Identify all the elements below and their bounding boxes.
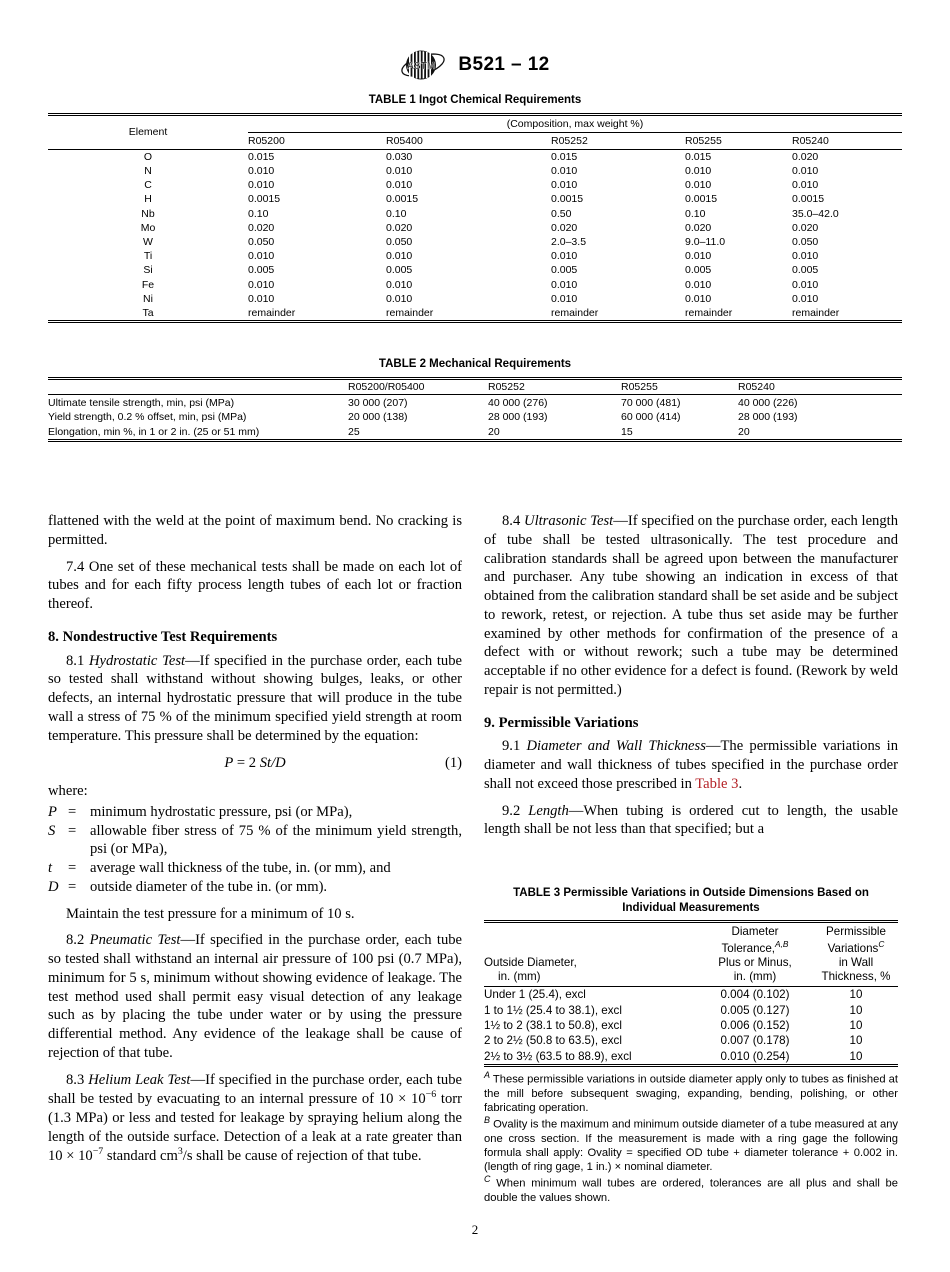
table-1-grade-header-2: R05252 xyxy=(551,134,588,147)
table-1-cell: remainder xyxy=(551,306,599,319)
table-3-wall-cell: 10 xyxy=(849,1003,863,1017)
table-3-header-var-line-2: Variations xyxy=(827,941,879,955)
table-3-wall-cell: 10 xyxy=(849,988,863,1002)
table-row xyxy=(48,249,902,263)
table-2-title: TABLE 2 Mechanical Requirements xyxy=(378,358,572,370)
paragraph-9-2 xyxy=(484,802,898,840)
table-row xyxy=(48,164,902,178)
definition-text: minimum hydrostatic pressure, psi (or MPa), xyxy=(90,803,353,820)
paragraph-8-2-number: 8.2 xyxy=(66,932,90,949)
footnote-b xyxy=(484,1115,898,1174)
table-1-cell: 35.0–42.0 xyxy=(792,207,839,220)
table-row xyxy=(484,1002,898,1017)
table-3-header-outside-diameter xyxy=(484,922,696,987)
table-1-element: Mo xyxy=(140,221,156,234)
table-1-element: Ni xyxy=(143,292,153,305)
table-2-cell: 30 000 (207) xyxy=(348,396,408,409)
table-1-element: H xyxy=(144,193,152,206)
paragraph-8-3-title: Helium Leak Test xyxy=(88,1071,191,1088)
table-3-header-tol-footnote-marks: A,B xyxy=(775,938,789,949)
table-2-col-header-1: R05252 xyxy=(488,381,525,394)
table-1-grade-header-4: R05240 xyxy=(792,134,829,147)
table-1-cell: 0.020 xyxy=(685,221,712,234)
paragraph-9-1-body-2: . xyxy=(738,775,743,792)
table-1-title: TABLE 1 Ingot Chemical Requirements xyxy=(368,94,582,106)
footnote-b-text: Ovality is the maximum and minimum outside diameter of a tube measured at any one cross section. If the measurement is made with a ring gage the following formula shall apply: Ovality = specified OD tube + diameter tolerance + 0.002 in. (length of ring gage, 1 in.) × nominal diameter. xyxy=(484,1118,899,1174)
table-1-cell: 0.005 xyxy=(386,264,413,277)
definition-row xyxy=(48,803,462,822)
table-1-cell: 0.10 xyxy=(386,207,407,220)
astm-logo-icon xyxy=(400,48,446,82)
table-row xyxy=(484,1049,898,1066)
table-row xyxy=(48,292,902,306)
table-1-cell: 2.0–3.5 xyxy=(551,235,587,248)
definition-row xyxy=(48,878,462,897)
table-2-cell: 15 xyxy=(621,425,633,438)
table-1-element-header: Element xyxy=(128,126,168,139)
table-3-od-cell: 2½ to 3½ (63.5 to 88.9), excl xyxy=(484,1049,632,1063)
table-2-container xyxy=(48,357,902,442)
paragraph-8-1-title: Hydrostatic Test xyxy=(88,652,186,669)
table-3-header-row xyxy=(484,922,898,987)
table-2-row-label: Yield strength, 0.2 % offset, min, psi (MPa) xyxy=(48,411,247,424)
body-column-left xyxy=(48,512,462,1166)
footnote-c-mark: C xyxy=(484,1174,491,1185)
page-number: 2 xyxy=(471,1222,479,1237)
table-1-header-row-1 xyxy=(48,114,902,132)
table-3-wall-cell: 10 xyxy=(849,1018,863,1032)
definition-text: allowable fiber stress of 75 % of the minimum yield strength, psi (or MPa), xyxy=(90,822,462,858)
equation-1-expression: P = 2 St/D xyxy=(224,755,286,772)
definition-symbol: P xyxy=(48,803,57,820)
table-3 xyxy=(484,920,898,1066)
table-2-row-label: Ultimate tensile strength, min, psi (MPa) xyxy=(48,396,235,409)
table-1-element: Ti xyxy=(143,250,153,263)
table-2-header-row xyxy=(48,378,902,395)
where-label: where: xyxy=(48,783,88,799)
table-row xyxy=(48,149,902,164)
table-2-col-header-3: R05240 xyxy=(738,381,775,394)
paragraph-continuation: flattened with the weld at the point of maximum bend. No cracking is permitted. xyxy=(48,513,462,548)
table-1-cell: 0.010 xyxy=(248,250,275,263)
section-heading-9: 9. Permissible Variations xyxy=(484,714,639,731)
table-row xyxy=(48,178,902,192)
table-row xyxy=(48,395,902,410)
footnote-b-mark: B xyxy=(484,1114,490,1125)
svg-text:ASTM: ASTM xyxy=(407,61,436,72)
table-3-header-od-line-1: Outside Diameter, xyxy=(484,955,577,969)
table-1-cell: 0.010 xyxy=(386,278,413,291)
table-1-cell: 0.010 xyxy=(792,179,819,192)
definition-equals: = xyxy=(68,860,77,876)
paragraph-8-2-title: Pneumatic Test xyxy=(89,932,181,949)
footnote-a-text: These permissible variations in outside diameter apply only to tubes as finished at the mill before subsequent swaging, expanding, bending, polishing, or other fabricating operation. xyxy=(484,1073,898,1114)
table-3-title xyxy=(484,886,898,915)
table-3-tolerance-cell: 0.006 (0.152) xyxy=(720,1018,790,1032)
table-row xyxy=(484,1018,898,1033)
paragraph-8-1-number: 8.1 xyxy=(66,652,89,669)
table-row xyxy=(48,263,902,277)
table-3-od-cell: 1 to 1½ (25.4 to 38.1), excl xyxy=(484,1003,622,1017)
table-1-cell: 0.020 xyxy=(792,150,819,163)
table-row xyxy=(48,425,902,441)
table-1-cell: remainder xyxy=(685,306,733,319)
definition-symbol: D xyxy=(48,878,59,895)
table-1-element: Fe xyxy=(141,278,155,291)
table-1-cell: 0.020 xyxy=(248,221,275,234)
exponent-minus-six: −6 xyxy=(425,1089,437,1101)
table-1-cell: remainder xyxy=(386,306,434,319)
table-1-cell: 0.0015 xyxy=(248,193,281,206)
table-1-cell: 0.050 xyxy=(248,235,275,248)
table-3-wall-cell: 10 xyxy=(849,1034,863,1048)
table-1-cell: 0.010 xyxy=(792,165,819,177)
definition-symbol: S xyxy=(48,822,56,839)
table-3-header-od-line-2: in. (mm) xyxy=(498,969,541,983)
paragraph-8-3 xyxy=(48,1071,462,1166)
table-1-cell: 0.0015 xyxy=(386,193,419,206)
table-2-col-header-0: R05200/R05400 xyxy=(348,381,425,394)
table-1-cell: 0.010 xyxy=(386,250,413,263)
definition-equals: = xyxy=(68,803,77,820)
table-1-cell: 0.020 xyxy=(551,221,578,234)
table-3-od-cell: Under 1 (25.4), excl xyxy=(484,988,586,1002)
footnote-c xyxy=(484,1174,898,1205)
table-1-cell: 9.0–11.0 xyxy=(685,235,726,248)
table-1-grade-header-3: R05255 xyxy=(685,134,722,147)
table-1-cell: 0.010 xyxy=(551,179,578,192)
table-1-cell: 0.005 xyxy=(685,264,712,277)
paragraph-9-1-body-1: —The permissible variations in diameter and wall thickness of tubes specified in the purchase order shall not exceed those prescribed in xyxy=(484,738,899,792)
table-1-cell: 0.015 xyxy=(551,150,578,163)
table-1-cell: 0.020 xyxy=(386,221,413,234)
table-3-header-permissible-variations xyxy=(814,922,898,987)
table-1-cell: 0.50 xyxy=(551,207,572,220)
table-1-cell: 0.010 xyxy=(792,250,819,263)
paragraph-8-4 xyxy=(484,512,898,700)
table-3-header-tol-line-3: Plus or Minus, xyxy=(718,955,792,969)
table-2-cell: 20 xyxy=(488,425,500,438)
table-1-cell: 0.005 xyxy=(248,264,275,277)
footnote-a xyxy=(484,1070,898,1115)
table-1-cell: 0.050 xyxy=(386,235,413,248)
table-3-cross-reference-link[interactable]: Table 3 xyxy=(695,775,739,792)
paragraph-9-2-body: —When tubing is ordered cut to length, the usable length shall be not less than that specified; but a xyxy=(484,802,899,838)
table-row xyxy=(48,277,902,291)
table-1-cell: 0.0015 xyxy=(792,193,825,206)
table-1-element: O xyxy=(143,150,153,163)
table-1-container xyxy=(48,93,902,323)
paragraph-8-1-body: —If specified in the purchase order, each tube so tested shall withstand without showing bulges, leaks, or other defects, an internal hydrostatic pressure that will produce in the tube wall a stress of 75 % of the minimum specified yield strength at room temperature. This pressure shall be determined by the equation: xyxy=(48,652,462,744)
table-2 xyxy=(48,377,902,442)
table-1-cell: 0.0015 xyxy=(685,193,718,206)
table-1-element: N xyxy=(144,165,152,177)
table-1-cell: 0.010 xyxy=(248,179,275,192)
table-3-header-var-line-4: Thickness, % xyxy=(821,969,891,983)
paragraph-8-3-body-1: —If specified in the purchase order, each tube shall be tested by evacuating to an internal pressure of 10 × 10 xyxy=(48,1071,463,1108)
table-2-col-header-2: R05255 xyxy=(621,381,658,394)
definition-equals: = xyxy=(68,822,77,839)
table-2-row-label: Elongation, min %, in 1 or 2 in. (25 or 51 mm) xyxy=(48,425,260,438)
table-1 xyxy=(48,113,902,323)
paragraph-7-4: 7.4 One set of these mechanical tests shall be made on each lot of tubes and for each fifty process length tubes of each lot or fraction thereof. xyxy=(48,558,462,612)
table-3-od-cell: 2 to 2½ (50.8 to 63.5), excl xyxy=(484,1034,622,1048)
table-row xyxy=(48,221,902,235)
definition-text: outside diameter of the tube in. (or mm). xyxy=(90,878,328,895)
definition-symbol: t xyxy=(48,860,53,876)
table-1-cell: 0.030 xyxy=(386,150,413,163)
table-3-wall-cell: 10 xyxy=(849,1049,863,1063)
table-1-cell: 0.010 xyxy=(386,292,413,305)
definition-text: average wall thickness of the tube, in. (or mm), and xyxy=(90,860,391,876)
section-heading-8: 8. Nondestructive Test Requirements xyxy=(48,628,278,645)
table-1-cell: 0.10 xyxy=(685,207,706,220)
paragraph-8-3-body-4: /s shall be cause of rejection of that tube. xyxy=(182,1148,422,1165)
table-1-element: C xyxy=(144,179,152,192)
table-1-grade-header-0: R05200 xyxy=(248,134,285,147)
table-1-cell: 0.010 xyxy=(551,250,578,263)
paragraph-8-1 xyxy=(48,652,462,746)
definition-equals: = xyxy=(68,878,77,895)
table-row xyxy=(48,235,902,249)
exponent-minus-seven: −7 xyxy=(92,1146,104,1158)
table-1-cell: 0.010 xyxy=(386,179,413,192)
table-2-cell: 28 000 (193) xyxy=(738,411,798,424)
exponent-three: 3 xyxy=(177,1146,183,1158)
equation-1 xyxy=(48,754,462,773)
table-3-header-tol-line-4: in. (mm) xyxy=(733,969,777,983)
table-1-element: Si xyxy=(143,264,153,277)
table-3-tolerance-cell: 0.004 (0.102) xyxy=(720,988,790,1002)
table-row xyxy=(48,410,902,425)
table-1-cell: 0.010 xyxy=(551,165,578,177)
table-1-cell: 0.010 xyxy=(685,179,712,192)
table-1-cell: 0.005 xyxy=(792,264,819,277)
table-1-cell: 0.010 xyxy=(551,278,578,291)
footnote-c-text: When minimum wall tubes are ordered, tolerances are all plus and shall be double the values shown. xyxy=(484,1177,899,1204)
table-3-tolerance-cell: 0.005 (0.127) xyxy=(720,1003,790,1017)
table-3-header-var-line-1: Permissible xyxy=(826,924,886,938)
paragraph-8-4-title: Ultrasonic Test xyxy=(524,513,614,529)
table-1-cell: 0.010 xyxy=(792,278,819,291)
document-designation: B521 – 12 xyxy=(458,54,550,75)
table-1-cell: 0.010 xyxy=(248,278,275,291)
table-3-container xyxy=(484,886,898,1205)
table-3-tolerance-cell: 0.010 (0.254) xyxy=(720,1049,790,1063)
table-2-cell: 20 000 (138) xyxy=(348,411,408,424)
table-2-cell: 70 000 (481) xyxy=(621,396,681,409)
table-2-cell: 25 xyxy=(348,425,360,438)
table-row xyxy=(48,306,902,322)
paragraph-8-4-number: 8.4 xyxy=(502,513,525,529)
paragraph-9-1-number: 9.1 xyxy=(502,738,527,755)
table-3-title-line-2: Individual Measurements xyxy=(622,901,760,914)
table-row xyxy=(484,1033,898,1048)
table-1-element: Nb xyxy=(141,207,155,220)
definition-row xyxy=(48,822,462,860)
definition-row xyxy=(48,859,462,878)
table-3-footnotes xyxy=(484,1070,898,1205)
table-2-cell: 28 000 (193) xyxy=(488,411,548,424)
table-3-header-tol-line-2: Tolerance, xyxy=(721,941,776,955)
table-1-cell: 0.005 xyxy=(551,264,578,277)
paragraph-9-2-number: 9.2 xyxy=(502,802,529,819)
table-1-cell: 0.010 xyxy=(685,278,712,291)
table-3-header-diameter-tolerance xyxy=(696,922,814,987)
table-1-cell: 0.010 xyxy=(685,292,712,305)
paragraph-9-1-title: Diameter and Wall Thickness xyxy=(526,738,706,755)
table-1-element: Ta xyxy=(142,306,154,319)
table-2-cell: 20 xyxy=(738,425,750,438)
body-column-right xyxy=(484,512,898,839)
table-1-cell: remainder xyxy=(792,306,840,319)
table-1-element: W xyxy=(143,235,153,248)
table-3-header-var-footnote-mark: C xyxy=(878,938,885,949)
equation-1-number: (1) xyxy=(444,755,462,772)
footnote-a-mark: A xyxy=(484,1069,490,1080)
table-row xyxy=(48,206,902,220)
paragraph-8-3-body-2: torr (1.3 MPa) or less and tested for leakage by spraying helium along the length of the outside surface. Detection of a leak at a rate greater than 10 × 10 xyxy=(48,1091,462,1165)
table-3-header-tol-line-1: Diameter xyxy=(731,924,779,938)
table-1-cell: 0.020 xyxy=(792,221,819,234)
table-3-header-var-line-3: in Wall xyxy=(838,955,874,969)
paragraph-maintain: Maintain the test pressure for a minimum of 10 s. xyxy=(66,905,355,922)
table-1-grade-header-1: R05400 xyxy=(386,134,423,147)
table-1-composition-header: (Composition, max weight %) xyxy=(248,114,902,132)
table-1-cell: 0.015 xyxy=(248,150,275,163)
table-row xyxy=(484,987,898,1003)
paragraph-9-1 xyxy=(484,737,898,793)
paragraph-8-4-body: —If specified on the purchase order, each length of tube shall be tested ultrasonically. The test procedure and calibration standards shall be agreed upon between the manufacturer and purchaser. Any tube showing an indication in excess of that obtained from the calibration standard shall be set aside and be subject to rework, retest, or rejection. A tube thus set aside may be further examined by other methods for confirmation of the presence of a defect with or without rework; such a tube may be determined acceptable if no other evidence for a defect is found. (Rework by weld repair is not permitted.) xyxy=(484,513,899,698)
table-1-cell: 0.050 xyxy=(792,235,819,248)
document-header xyxy=(0,48,950,82)
table-row xyxy=(48,192,902,206)
table-3-tolerance-cell: 0.007 (0.178) xyxy=(720,1034,790,1048)
table-1-cell: 0.010 xyxy=(792,292,819,305)
table-1-cell: 0.010 xyxy=(386,165,413,177)
table-1-cell: 0.010 xyxy=(685,165,712,177)
table-2-cell: 40 000 (226) xyxy=(738,396,798,409)
table-1-cell: 0.010 xyxy=(685,250,712,263)
table-1-cell: remainder xyxy=(248,306,296,319)
symbol-definition-list xyxy=(48,803,462,897)
table-1-cell: 0.010 xyxy=(551,292,578,305)
table-1-cell: 0.010 xyxy=(248,292,275,305)
table-1-cell: 0.10 xyxy=(248,207,269,220)
table-2-blank-header xyxy=(48,378,348,395)
table-3-od-cell: 1½ to 2 (38.1 to 50.8), excl xyxy=(484,1018,622,1032)
table-1-cell: 0.0015 xyxy=(551,193,584,206)
table-3-title-line-1: TABLE 3 Permissible Variations in Outside Dimensions Based on xyxy=(513,887,869,899)
paragraph-8-2 xyxy=(48,931,462,1062)
table-2-cell: 40 000 (276) xyxy=(488,396,548,409)
table-1-cell: 0.015 xyxy=(685,150,712,163)
table-2-cell: 60 000 (414) xyxy=(621,411,681,424)
paragraph-9-2-title: Length xyxy=(528,802,569,819)
table-1-cell: 0.010 xyxy=(248,165,275,177)
paragraph-8-2-body: —If specified in the purchase order, each tube so tested shall withstand an internal air pressure of 100 psi (0.7 MPa), minimum for 5 s, minimum without showing evidence of leakage. The test method used shall permit easy visual detection of any leakage such as by placing the tube under water or by using the pressure differential method. Any evidence of the leakage shall be cause of rejection of that tube. xyxy=(48,932,463,1061)
paragraph-8-3-body-3: standard cm xyxy=(103,1148,178,1165)
paragraph-8-3-number: 8.3 xyxy=(66,1071,89,1088)
